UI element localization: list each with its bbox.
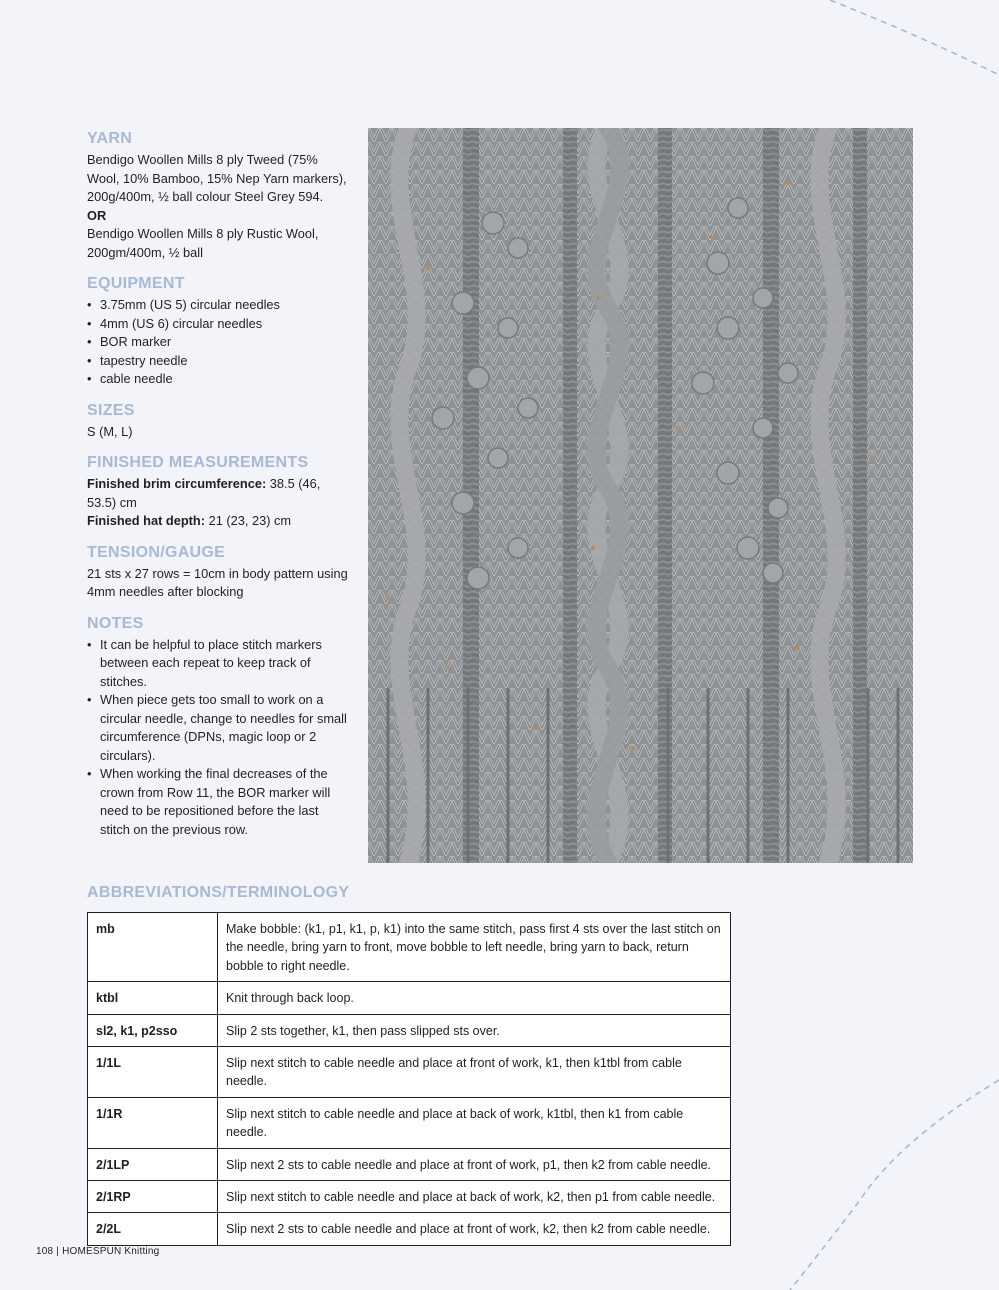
measurements-heading: FINISHED MEASUREMENTS (87, 454, 309, 471)
table-row (88, 1014, 731, 1046)
depth-value: 21 (23, 23) cm (205, 513, 292, 528)
sizes-value: S (M, L) (87, 423, 133, 439)
equipment-section (87, 275, 349, 389)
hat-depth (87, 512, 349, 531)
description-cell: Slip next stitch to cable needle and place at front of work, k1, then k1tbl from cable needle. (218, 1047, 731, 1098)
tension-value: 21 sts x 27 rows = 10cm in body pattern using 4mm needles after blocking (87, 565, 348, 599)
term-cell: ktbl (88, 982, 218, 1014)
list-item: • cable needle (87, 370, 349, 389)
description-cell: Knit through back loop. (218, 982, 731, 1014)
table-row (88, 1213, 731, 1245)
term-cell: sl2, k1, p2sso (88, 1014, 218, 1046)
description-cell: Slip next 2 sts to cable needle and place at front of work, p1, then k2 from cable needle. (218, 1148, 731, 1180)
table-row (88, 982, 731, 1014)
list-item: • It can be helpful to place stitch markers between each repeat to keep track of stitches. (87, 636, 349, 692)
description-cell: Slip next stitch to cable needle and place at back of work, k1tbl, then k1 from cable needle. (218, 1097, 731, 1148)
description-cell: Slip next stitch to cable needle and place at back of work, k2, then p1 from cable needle. (218, 1181, 731, 1213)
table-row (88, 1181, 731, 1213)
depth-label: Finished hat depth: (87, 513, 206, 528)
yarn-option-1: Bendigo Woollen Mills 8 ply Tweed (75% Wool, 10% Bamboo, 15% Nep Yarn markers), 200g/400m, ½ ball colour Steel Grey 594. (87, 152, 347, 204)
description-cell: Slip 2 sts together, k1, then pass slipped sts over. (218, 1014, 731, 1046)
pattern-info-column (87, 130, 349, 852)
sizes-heading: SIZES (87, 401, 135, 419)
yarn-or: OR (87, 207, 107, 223)
term-cell: 2/1LP (88, 1148, 218, 1180)
brim-label: Finished brim circumference: (87, 476, 267, 491)
term-cell: 2/2L (88, 1213, 218, 1245)
description-cell: Slip next 2 sts to cable needle and place at front of work, k2, then k2 from cable needle. (218, 1213, 731, 1245)
footer-separator: | (53, 1246, 63, 1257)
list-item: • 4mm (US 6) circular needles (87, 315, 349, 334)
knit-texture (368, 128, 913, 863)
list-item: • When working the final decreases of the crown from Row 11, the BOR marker will need to be repositioned before the last stitch on the previous row. (87, 765, 349, 839)
yarn-heading: YARN (87, 130, 133, 147)
equipment-heading: EQUIPMENT (87, 275, 185, 292)
list-item: • 3.75mm (US 5) circular needles (87, 296, 349, 315)
equipment-list (87, 296, 349, 389)
abbreviations-heading: ABBREVIATIONS/TERMINOLOGY (87, 884, 350, 901)
brim-circumference (87, 475, 349, 512)
term-cell: 2/1RP (88, 1181, 218, 1213)
list-item: • BOR marker (87, 333, 349, 352)
notes-list (87, 636, 349, 840)
description-cell: Make bobble: (k1, p1, k1, p, k1) into the same stitch, pass first 4 sts over the last stitch on the needle, bring yarn to front, move bobble to left needle, bring yarn to back, return bobble to right needle. (218, 913, 731, 982)
term-cell: 1/1R (88, 1097, 218, 1148)
list-item: • tapestry needle (87, 352, 349, 371)
table-row (88, 1097, 731, 1148)
table-row (88, 913, 731, 982)
table-row (88, 1148, 731, 1180)
knitted-hat-photo (368, 128, 913, 863)
abbreviations-table (87, 912, 731, 1246)
notes-heading: NOTES (87, 614, 144, 632)
yarn-option-2: Bendigo Woollen Mills 8 ply Rustic Wool, 200gm/400m, ½ ball (87, 226, 319, 260)
page-footer (36, 1246, 159, 1257)
term-cell: mb (88, 913, 218, 982)
table-row (88, 1047, 731, 1098)
term-cell: 1/1L (88, 1047, 218, 1098)
measurements-section (87, 454, 349, 531)
sizes-section (87, 402, 349, 442)
yarn-section (87, 130, 349, 262)
tension-section (87, 544, 349, 602)
page-number: 108 (36, 1246, 54, 1257)
publication-name: HOMESPUN Knitting (62, 1246, 160, 1257)
tension-heading: TENSION/GAUGE (87, 543, 226, 561)
brim-value: 38.5 (46, 53.5) cm (87, 476, 321, 510)
list-item: • When piece gets too small to work on a circular needle, change to needles for small circumference (DPNs, magic loop or 2 circulars). (87, 691, 349, 765)
notes-section (87, 615, 349, 840)
